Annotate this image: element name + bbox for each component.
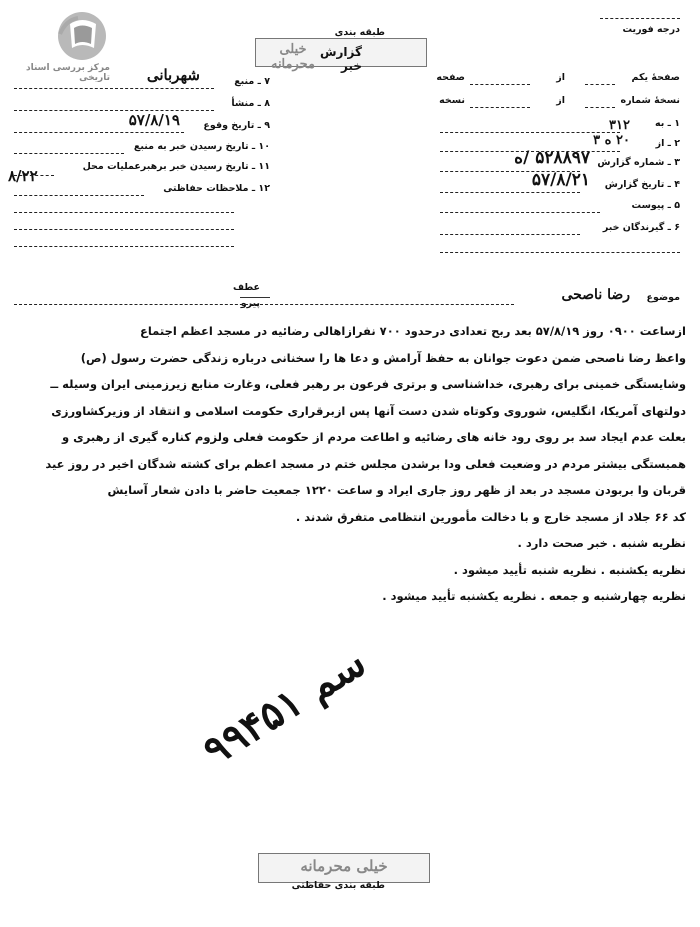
form-title: گزارش خبر: [319, 45, 362, 73]
reference-divider: [240, 297, 270, 298]
field-source-arrival-line: [14, 153, 124, 154]
field-source-arrival-label: ۱۰ ـ تاریخ رسیدن خبر به منبع: [133, 141, 270, 152]
body-line-5: بعلت عدم ایجاد سد بر روی رود خانه های رضائیه و اطاعت مردم از حکومت فعلی ولزوم کناره گیری از رهبری و: [62, 430, 686, 444]
field-source-value: شهربانی: [146, 66, 200, 84]
field-source-label: ۷ ـ منبع: [234, 76, 270, 87]
body-line-6: همبستگی بیشتر مردم در وضعیت فعلی ودا برشدن مجلس ختم در مسجد اعظم برای کشته شدگان اخیر در روز عید: [45, 456, 686, 471]
field-source-line: [14, 88, 214, 89]
report-body: [14, 318, 686, 610]
field-occurrence-date-value: ۵۷/۸/۱۹: [128, 111, 180, 129]
recipients-label: ۶ ـ گیرندگان خبر: [602, 222, 680, 233]
subject-label: موضوع: [646, 292, 680, 303]
copy-of-line: [470, 107, 530, 108]
attachment-label: ۵ ـ پیوست: [631, 200, 680, 211]
field-from-value: ۲۰ ه ۳: [593, 133, 630, 148]
body-line-10: نظریه یکشنبه . نظریه شنبه تأیید میشود .: [453, 562, 686, 577]
bottom-stamp-text: خیلی محرمانه: [300, 857, 388, 875]
attachment-line: [440, 212, 600, 213]
subject-line: [14, 304, 514, 305]
field-origin-label: ۸ ـ منشأ: [231, 98, 270, 109]
body-line-1: ازساعت ۰۹۰۰ روز ۵۷/۸/۱۹ بعد ربح تعدادی درحدود ۷۰۰ نفرازاهالی رضائیه در مسجد اعظم اجتماع: [140, 324, 686, 338]
copy-number-line: [585, 107, 615, 108]
logo: [10, 8, 110, 83]
field-ops-arrival-value: ۸/۲۲: [8, 167, 38, 185]
body-line-11: نظریه چهارشنبه و جمعه . نظریه یکشنبه تأیید میشود .: [382, 589, 686, 603]
field-to-label: ۱ ـ به: [654, 118, 680, 129]
notes-line-3: [14, 229, 234, 230]
copy-of-label: از: [556, 95, 565, 106]
recipients-line-2: [440, 252, 680, 253]
page-unit-label: صفحه: [436, 72, 465, 83]
classification-footer: طبقه بندی حفاظتی: [291, 880, 385, 891]
report-date-label: ۴ ـ تاریخ گزارش: [604, 179, 680, 190]
reference-peyro-label: پیرو: [240, 298, 260, 309]
top-stamp-text: خیلی محرمانه: [270, 42, 316, 72]
body-line-8: کد ۶۶ جلاد از مسجد خارج و با دخالت مأمورین انتظامی متفرق شدند .: [295, 509, 686, 524]
page-first-label: صفحهٔ یکم: [631, 72, 680, 83]
urgency-line: [600, 18, 680, 19]
report-number-value: ۵۲۸۸۹۷ /ه: [514, 148, 590, 168]
report-date-line: [440, 192, 580, 193]
field-ops-arrival-label: ۱۱ ـ تاریخ رسیدن خبر برهبرعملیات محل: [82, 161, 270, 172]
field-from-label: ۲ ـ از: [655, 138, 680, 149]
body-line-9: نظریه شنبه . خبر صحت دارد .: [517, 536, 686, 550]
notes-line-2: [14, 212, 234, 213]
reference-atf-label: عطف: [232, 282, 260, 293]
subject-value: رضا ناصحی: [561, 287, 630, 303]
urgency-label: درجه فوریت: [622, 24, 680, 35]
page-of-label: از: [556, 72, 565, 83]
field-to-value: ۳۱۲: [609, 118, 630, 133]
notes-line-4: [14, 246, 234, 247]
recipients-line: [440, 234, 580, 235]
page-of-line: [470, 84, 530, 85]
body-line-7: قربان وا بربودن مسجد در بعد از ظهر روز جاری ایراد و ساعت ۱۲۲۰ جمعیت حاضر با دادن شعار آسایش: [107, 483, 686, 497]
field-security-notes-label: ۱۲ ـ ملاحظات حفاظتی: [163, 183, 270, 194]
body-line-2: واعظ رضا ناصحی ضمن دعوت جوانان به حفظ آرامش و دعا ها را سخنانی درباره زندگی حضرت رسول (ص): [80, 350, 686, 365]
body-line-4: دولتهای آمریکا، انگلیس، شوروی وکوتاه شدن دست آنها پس ازبرقراری حکومت اسلامی و انتقاد از وزیرکشاورزی: [51, 403, 686, 418]
classification-header: طبقه بندی: [334, 27, 385, 38]
field-security-notes-line: [14, 195, 144, 196]
field-occurrence-date-label: ۹ ـ تاریخ وقوع: [203, 120, 270, 131]
archive-logo-icon: [10, 8, 110, 64]
body-line-3: وشایستگی خمینی برای رهبری، خداشناسی و برتری فرعون بر رهبر فعلی، وغارت منابع زیرزمینی ایران وسیله ــ: [50, 377, 686, 391]
field-ops-arrival-line: [14, 175, 54, 176]
copy-unit-label: نسخه: [439, 95, 465, 106]
report-date-value: ۵۷/۸/۲۱: [531, 170, 590, 190]
report-number-label: ۳ ـ شماره گزارش: [597, 157, 680, 168]
field-occurrence-date-line: [14, 132, 184, 133]
handwritten-number: ۹۹۴۵۱ سم: [195, 638, 374, 775]
logo-caption: مرکز بررسی اسناد تاریخی: [26, 63, 110, 83]
bottom-stamp-box: [258, 853, 430, 883]
copy-number-label: نسخهٔ شماره: [620, 95, 680, 106]
page-first-line: [585, 84, 615, 85]
